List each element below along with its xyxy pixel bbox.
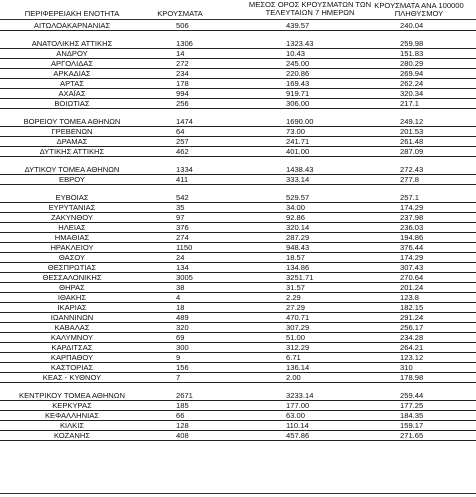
table-row	[0, 293, 476, 303]
spacer-row	[0, 185, 476, 193]
avg-7-days-cell: 3233.14	[286, 391, 314, 400]
table-row	[0, 89, 476, 99]
table-row	[0, 69, 476, 79]
table-row	[0, 343, 476, 353]
table-row	[0, 147, 476, 157]
table-row	[0, 175, 476, 185]
table-row	[0, 165, 476, 175]
avg-7-days-cell: 919.71	[286, 89, 310, 98]
avg-7-days-cell: 1323.43	[286, 39, 314, 48]
region-name-cell: ΙΘΑΚΗΣ	[57, 293, 87, 302]
avg-7-days-cell: 18.57	[286, 253, 306, 262]
table-row	[0, 137, 476, 147]
avg-7-days-cell: 31.57	[286, 283, 306, 292]
cases-cell: 994	[176, 89, 189, 98]
region-name-cell: ΚΕΝΤΡΙΚΟΥ ΤΟΜΕΑ ΑΘΗΝΩΝ	[19, 391, 125, 400]
avg-7-days-cell: 63.00	[286, 411, 306, 420]
cases-cell: 38	[176, 283, 185, 292]
region-name-cell: ΔΥΤΙΚΗΣ ΑΤΤΙΚΗΣ	[39, 147, 105, 156]
avg-7-days-cell: 320.14	[286, 223, 310, 232]
avg-7-days-cell: 306.00	[286, 99, 310, 108]
avg-7-days-cell: 457.86	[286, 431, 310, 440]
region-name-cell: ΕΥΡΥΤΑΝΙΑΣ	[48, 203, 96, 212]
cases-per-100k-cell: 201.24	[400, 283, 424, 292]
cases-cell: 1474	[176, 117, 193, 126]
table-row	[0, 233, 476, 243]
cases-cell: 542	[176, 193, 189, 202]
cases-cell: 134	[176, 263, 189, 272]
cases-per-100k-cell: 291.24	[400, 313, 424, 322]
cases-per-100k-cell: 184.35	[400, 411, 424, 420]
cases-cell: 128	[176, 421, 189, 430]
region-name-cell: ΑΡΤΑΣ	[60, 79, 84, 88]
avg-7-days-cell: 92.86	[286, 213, 306, 222]
cases-cell: 3005	[176, 273, 193, 282]
table-row	[0, 391, 476, 401]
avg-7-days-cell: 177.00	[286, 401, 310, 410]
avg-7-days-cell: 439.57	[286, 21, 310, 30]
region-name-cell: ΚΑΒΑΛΑΣ	[54, 323, 90, 332]
cases-cell: 376	[176, 223, 189, 232]
region-name-cell: ΑΡΓΟΛΙΔΑΣ	[50, 59, 94, 68]
cases-cell: 185	[176, 401, 189, 410]
region-name-cell: ΑΝΔΡΟΥ	[56, 49, 88, 58]
cases-cell: 1334	[176, 165, 193, 174]
avg-7-days-cell: 2.29	[286, 293, 301, 302]
cases-cell: 1306	[176, 39, 193, 48]
table-row	[0, 421, 476, 431]
table-row	[0, 283, 476, 293]
cases-cell: 4	[176, 293, 181, 302]
region-name-cell: ΙΩΑΝΝΙΝΩΝ	[50, 313, 94, 322]
cases-per-100k-cell: 178.98	[400, 373, 424, 382]
avg-7-days-cell: 401.00	[286, 147, 310, 156]
table-row	[0, 127, 476, 137]
region-name-cell: ΑΧΑΪΑΣ	[58, 89, 86, 98]
cases-cell: 35	[176, 203, 185, 212]
spacer-row	[0, 383, 476, 391]
table-row	[0, 49, 476, 59]
cases-per-100k-cell: 280.29	[400, 59, 424, 68]
avg-7-days-cell: 1438.43	[286, 165, 314, 174]
region-name-cell: ΙΚΑΡΙΑΣ	[57, 303, 87, 312]
table-row	[0, 59, 476, 69]
table-row	[0, 39, 476, 49]
avg-7-days-cell: 312.29	[286, 343, 310, 352]
table-row	[0, 401, 476, 411]
region-name-cell: ΒΟΙΩΤΙΑΣ	[54, 99, 90, 108]
cases-per-100k-cell: 269.94	[400, 69, 424, 78]
cases-cell: 411	[176, 175, 189, 184]
avg-7-days-cell: 110.14	[286, 421, 309, 430]
cases-per-100k-cell: 307.43	[400, 263, 424, 272]
avg-7-days-cell: 34.00	[286, 203, 306, 212]
cases-cell: 64	[176, 127, 185, 136]
region-name-cell: ΚΑΡΠΑΘΟΥ	[50, 353, 94, 362]
cases-per-100k-cell: 320.34	[400, 89, 424, 98]
table-row	[0, 353, 476, 363]
header-cases-per-100k: ΚΡΟΥΣΜΑΤΑ ΑΝΑ 100000 ΠΛΗΘΥΣΜΟΥ	[374, 1, 464, 19]
region-name-cell: ΗΛΕΙΑΣ	[58, 223, 86, 232]
cases-per-100k-cell: 249.12	[400, 117, 424, 126]
region-name-cell: ΔΥΤΙΚΟΥ ΤΟΜΕΑ ΑΘΗΝΩΝ	[24, 165, 120, 174]
region-name-cell: ΘΕΣΠΡΩΤΙΑΣ	[47, 263, 97, 272]
avg-7-days-cell: 529.57	[286, 193, 310, 202]
table-row	[0, 323, 476, 333]
avg-7-days-cell: 169.43	[286, 79, 310, 88]
table-row	[0, 333, 476, 343]
header-region: ΠΕΡΙΦΕΡΕΙΑΚΗ ΕΝΟΤΗΤΑ	[24, 9, 120, 18]
region-name-cell: ΔΡΑΜΑΣ	[56, 137, 88, 146]
avg-7-days-cell: 245.00	[286, 59, 310, 68]
table-row	[0, 117, 476, 127]
cases-per-100k-cell: 237.98	[400, 213, 424, 222]
cases-cell: 2671	[176, 391, 193, 400]
cases-cell: 1150	[176, 243, 193, 252]
header-avg-7-days: ΜΕΣΟΣ ΟΡΟΣ ΚΡΟΥΣΜΑΤΩΝ ΤΩΝ ΤΕΛΕΥΤΑΙΩΝ 7 ΗΜΕΡΩΝ	[248, 0, 372, 18]
avg-7-days-cell: 6.71	[286, 353, 301, 362]
cases-cell: 489	[176, 313, 189, 322]
spacer-row	[0, 157, 476, 165]
table-row	[0, 303, 476, 313]
row-divider	[0, 440, 476, 441]
table-row	[0, 363, 476, 373]
cases-per-100k-cell: 261.48	[400, 137, 424, 146]
region-name-cell: ΚΕΑΣ - ΚΥΘΝΟΥ	[42, 373, 102, 382]
cases-cell: 69	[176, 333, 185, 342]
header-divider	[0, 19, 476, 20]
avg-7-days-cell: 2.00	[286, 373, 301, 382]
table-row	[0, 21, 476, 31]
cases-per-100k-cell: 177.25	[400, 401, 424, 410]
avg-7-days-cell: 51.00	[286, 333, 306, 342]
cases-per-100k-cell: 256.17	[400, 323, 424, 332]
cases-cell: 66	[176, 411, 185, 420]
cases-per-100k-cell: 272.43	[400, 165, 424, 174]
region-name-cell: ΑΙΤΩΛΟΑΚΑΡΝΑΝΙΑΣ	[33, 21, 111, 30]
table-row	[0, 203, 476, 213]
table-row	[0, 411, 476, 421]
cases-per-100k-cell: 174.29	[400, 203, 424, 212]
cases-cell: 462	[176, 147, 189, 156]
cases-cell: 7	[176, 373, 181, 382]
region-name-cell: ΑΝΑΤΟΛΙΚΗΣ ΑΤΤΙΚΗΣ	[31, 39, 113, 48]
avg-7-days-cell: 470.71	[286, 313, 310, 322]
table-row	[0, 79, 476, 89]
avg-7-days-cell: 307.29	[286, 323, 310, 332]
cases-cell: 24	[176, 253, 185, 262]
cases-cell: 9	[176, 353, 181, 362]
table-row	[0, 223, 476, 233]
cases-per-100k-cell: 123.8	[400, 293, 420, 302]
cases-cell: 156	[176, 363, 189, 372]
avg-7-days-cell: 10.43	[286, 49, 306, 58]
table-bottom-border	[0, 493, 476, 494]
region-name-cell: ΕΒΡΟΥ	[59, 175, 85, 184]
table-row	[0, 431, 476, 441]
cases-per-100k-cell: 262.24	[400, 79, 424, 88]
cases-per-100k-cell: 277.8	[400, 175, 420, 184]
table-row	[0, 253, 476, 263]
cases-cell: 272	[176, 59, 189, 68]
table-row	[0, 99, 476, 109]
avg-7-days-cell: 73.00	[286, 127, 306, 136]
cases-cell: 234	[176, 69, 189, 78]
region-name-cell: ΗΡΑΚΛΕΙΟΥ	[50, 243, 94, 252]
table-row	[0, 273, 476, 283]
region-name-cell: ΚΑΡΔΙΤΣΑΣ	[51, 343, 93, 352]
region-name-cell: ΗΜΑΘΙΑΣ	[54, 233, 90, 242]
region-name-cell: ΘΑΣΟΥ	[58, 253, 86, 262]
cases-cell: 274	[176, 233, 189, 242]
region-name-cell: ΚΑΣΤΟΡΙΑΣ	[50, 363, 94, 372]
cases-cell: 256	[176, 99, 189, 108]
region-name-cell: ΒΟΡΕΙΟΥ ΤΟΜΕΑ ΑΘΗΝΩΝ	[23, 117, 121, 126]
spacer-row	[0, 31, 476, 39]
cases-per-100k-cell: 151.83	[400, 49, 424, 58]
cases-per-100k-cell: 123.12	[400, 353, 424, 362]
table-row	[0, 313, 476, 323]
cases-per-100k-cell: 376.44	[400, 243, 424, 252]
avg-7-days-cell: 134.86	[286, 263, 310, 272]
spacer-row	[0, 109, 476, 117]
cases-per-100k-cell: 270.64	[400, 273, 424, 282]
region-name-cell: ΚΕΦΑΛΛΗΝΙΑΣ	[44, 411, 100, 420]
table-row	[0, 193, 476, 203]
cases-per-100k-cell: 259.98	[400, 39, 424, 48]
avg-7-days-cell: 1690.00	[286, 117, 314, 126]
table-row	[0, 263, 476, 273]
table-row	[0, 243, 476, 253]
cases-per-100k-cell: 194.86	[400, 233, 424, 242]
region-name-cell: ΚΙΛΚΙΣ	[59, 421, 85, 430]
cases-per-100k-cell: 310	[400, 363, 413, 372]
cases-cell: 408	[176, 431, 189, 440]
header-cases: ΚΡΟΥΣΜΑΤΑ	[157, 9, 203, 18]
region-name-cell: ΚΕΡΚΥΡΑΣ	[52, 401, 92, 410]
region-name-cell: ΚΑΛΥΜΝΟΥ	[50, 333, 94, 342]
cases-per-100k-cell: 287.09	[400, 147, 424, 156]
region-name-cell: ΖΑΚΥΝΘΟΥ	[51, 213, 93, 222]
cases-per-100k-cell: 259.44	[400, 391, 424, 400]
cases-cell: 97	[176, 213, 185, 222]
region-name-cell: ΘΗΡΑΣ	[59, 283, 85, 292]
cases-cell: 178	[176, 79, 189, 88]
cases-per-100k-cell: 174.29	[400, 253, 424, 262]
region-name-cell: ΚΟΖΑΝΗΣ	[53, 431, 91, 440]
cases-per-100k-cell: 236.03	[400, 223, 424, 232]
cases-per-100k-cell: 240.04	[400, 21, 424, 30]
cases-per-100k-cell: 257.1	[400, 193, 420, 202]
avg-7-days-cell: 3251.71	[286, 273, 314, 282]
avg-7-days-cell: 136.14	[286, 363, 310, 372]
region-name-cell: ΘΕΣΣΑΛΟΝΙΚΗΣ	[42, 273, 102, 282]
cases-per-100k-cell: 201.53	[400, 127, 424, 136]
avg-7-days-cell: 287.29	[286, 233, 310, 242]
avg-7-days-cell: 241.71	[286, 137, 310, 146]
cases-cell: 300	[176, 343, 189, 352]
cases-cell: 257	[176, 137, 189, 146]
cases-per-100k-cell: 217.1	[400, 99, 420, 108]
region-name-cell: ΕΥΒΟΙΑΣ	[55, 193, 89, 202]
avg-7-days-cell: 220.86	[286, 69, 310, 78]
cases-per-100k-cell: 271.65	[400, 431, 424, 440]
cases-per-100k-cell: 182.15	[400, 303, 424, 312]
region-name-cell: ΑΡΚΑΔΙΑΣ	[53, 69, 91, 78]
table-row	[0, 213, 476, 223]
table-row	[0, 373, 476, 383]
cases-cell: 14	[176, 49, 185, 58]
cases-cell: 18	[176, 303, 185, 312]
avg-7-days-cell: 948.43	[286, 243, 310, 252]
avg-7-days-cell: 333.14	[286, 175, 310, 184]
cases-per-100k-cell: 234.28	[400, 333, 424, 342]
cases-per-100k-cell: 264.21	[400, 343, 424, 352]
avg-7-days-cell: 27.29	[286, 303, 306, 312]
region-name-cell: ΓΡΕΒΕΝΩΝ	[51, 127, 93, 136]
cases-cell: 506	[176, 21, 189, 30]
cases-cell: 320	[176, 323, 189, 332]
cases-per-100k-cell: 159.17	[400, 421, 424, 430]
